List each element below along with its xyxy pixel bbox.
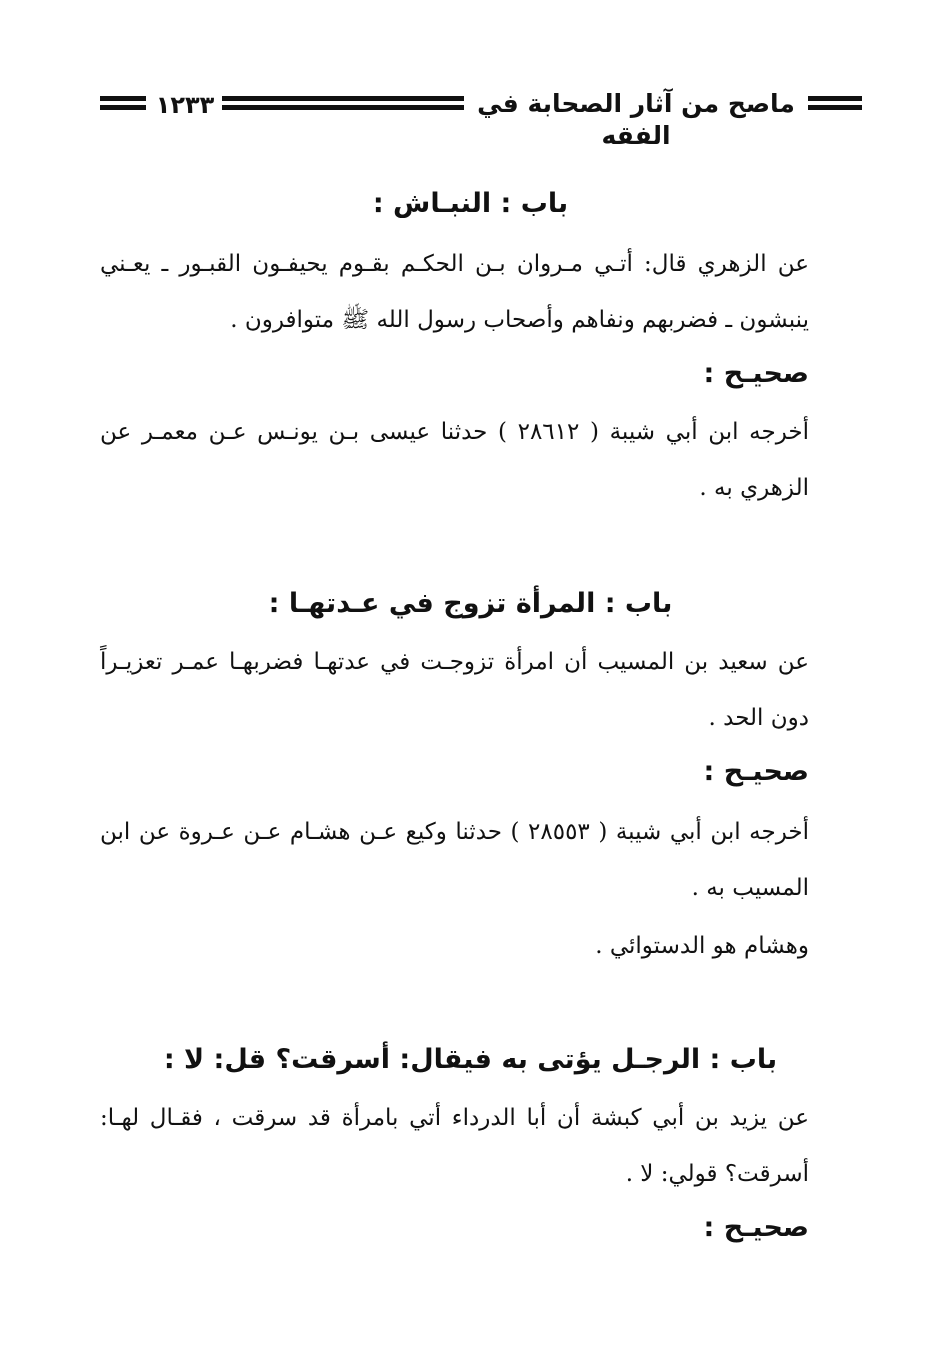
section-text: عن سعيد بن المسيب أن امرأة تزوجـت في عدتهـا فضربهـا عمـر تعزيـراً دون الحد .: [100, 649, 809, 731]
grade-label: صحيـح :: [703, 358, 809, 389]
section-heading: باب : النبـاش :: [372, 188, 569, 219]
takhrij-text: أخرجه ابن أبي شيبة ( ٢٨٦١٢ ) حدثنا عيسى بـن يونـس عـن معمـر عن الزهري به .: [100, 419, 809, 501]
running-title: ماصح من آثار الصحابة في الفقه: [477, 89, 795, 150]
section-heading: باب : المرأة تزوج في عـدتهـا :: [268, 588, 673, 619]
header-rule-middle: [222, 96, 464, 116]
section-text: عن يزيد بن أبي كبشة أن أبا الدرداء أتي بامرأة قد سرقت ، فقـال لهـا: أسرقت؟ قولي: لا .: [100, 1105, 809, 1187]
grade-label: صحيـح :: [703, 1212, 809, 1243]
note-text: وهشام هو الدستوائي .: [595, 933, 809, 959]
section-heading: باب : الرجـل يؤتى به فيقال: أسرقت؟ قل: لا :: [163, 1044, 778, 1075]
header-rule-left: [100, 96, 146, 116]
header-rule-right: [808, 96, 862, 116]
running-header: [100, 84, 862, 150]
grade-label: صحيـح :: [703, 756, 809, 787]
takhrij-text: أخرجه ابن أبي شيبة ( ٢٨٥٥٣ ) حدثنا وكيع عـن هشـام عـن عـروة عن ابن المسيب به .: [100, 819, 809, 901]
page-number: ١٢٣٣: [155, 91, 215, 119]
section-text: عن الزهري قال: أتـي مـروان بـن الحكـم بقـوم يحيفـون القبـور ـ يعـني ينبشون ـ فضربهم ونفاهم وأصحاب رسول الله ﷺ متوافرون .: [100, 251, 809, 333]
